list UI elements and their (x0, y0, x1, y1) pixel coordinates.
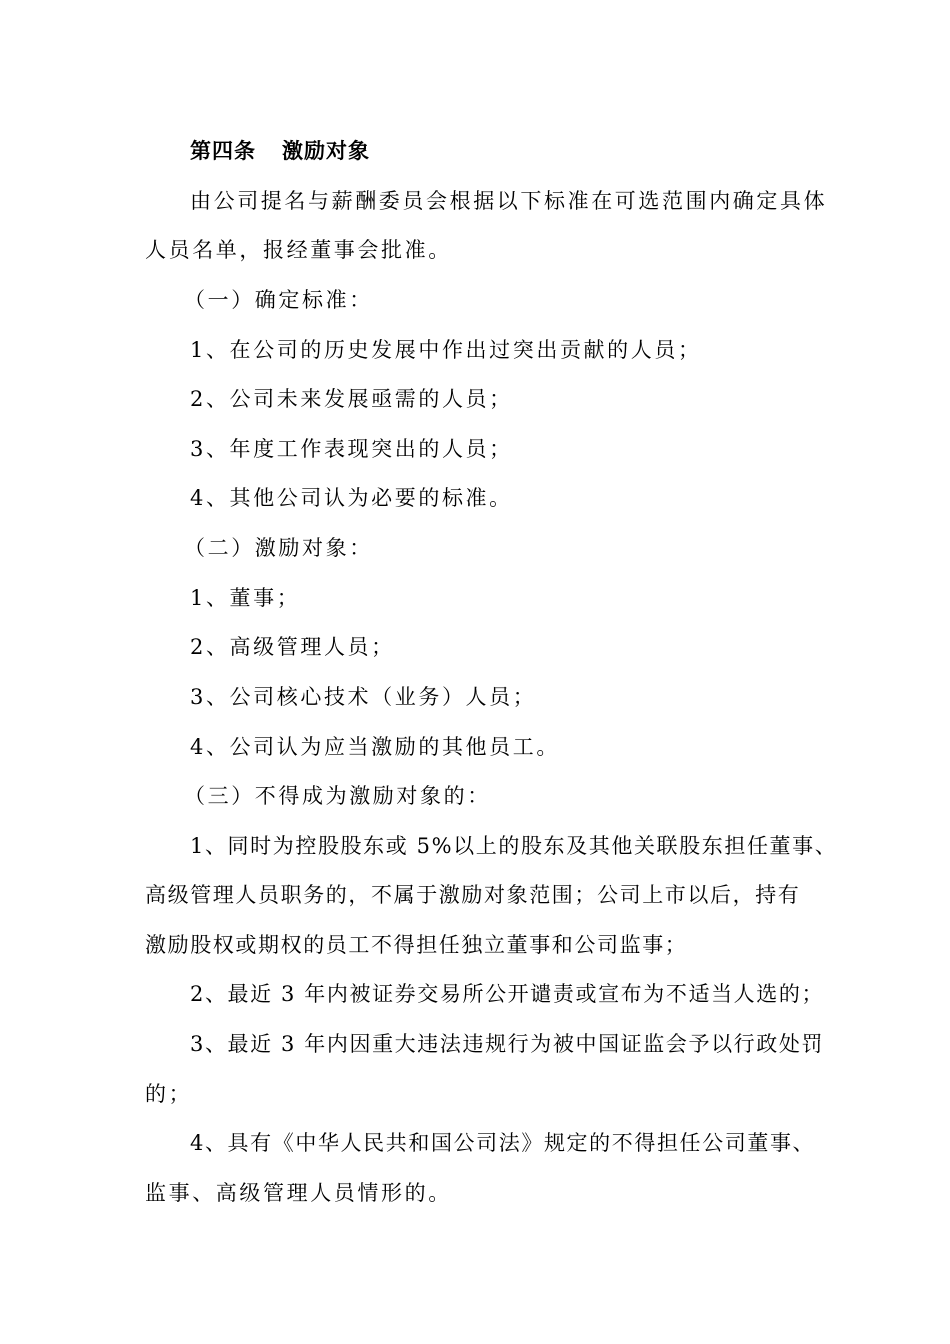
article-number: 第四条 (190, 138, 256, 163)
section-1-item-2: 2、公司未来发展亟需的人员； (190, 387, 513, 411)
section-2-item-1: 1、董事； (190, 586, 301, 610)
article-heading (190, 136, 370, 166)
section-3-item-3-line-2: 的； (145, 1082, 193, 1106)
section-3-item-1-line-3: 激励股权或期权的员工不得担任独立董事和公司监事； (145, 933, 688, 957)
section-3-item-4-line-1: 4、具有《中华人民共和国公司法》规定的不得担任公司董事、 (190, 1131, 816, 1155)
section-3-item-3-line-1: 3、最近 3 年内因重大违法违规行为被中国证监会予以行政处罚 (190, 1032, 825, 1056)
section-2-item-4: 4、公司认为应当激励的其他员工。 (190, 735, 560, 759)
intro-line-2: 人员名单，报经董事会批准。 (145, 238, 452, 262)
section-3-item-1-line-1: 1、同时为控股股东或 5%以上的股东及其他关联股东担任董事、 (190, 834, 838, 858)
section-3-item-1-line-2: 高级管理人员职务的，不属于激励对象范围；公司上市以后，持有 (145, 883, 801, 907)
section-2-item-2: 2、高级管理人员； (190, 635, 395, 659)
section-2-title: （二）激励对象： (184, 536, 373, 560)
section-3-item-4-line-2: 监事、高级管理人员情形的。 (145, 1181, 452, 1205)
article-title: 激励对象 (282, 138, 370, 163)
section-1-item-1: 1、在公司的历史发展中作出过突出贡献的人员； (190, 338, 702, 362)
section-3-item-2: 2、最近 3 年内被证券交易所公开谴责或宣布为不适当人选的； (190, 982, 825, 1006)
section-3-title: （三）不得成为激励对象的： (184, 784, 491, 808)
section-2-item-3: 3、公司核心技术（业务）人员； (190, 685, 537, 709)
intro-line-1: 由公司提名与薪酬委员会根据以下标准在可选范围内确定具体 (190, 189, 828, 213)
section-1-item-4: 4、其他公司认为必要的标准。 (190, 486, 513, 510)
section-1-item-3: 3、年度工作表现突出的人员； (190, 437, 513, 461)
section-1-title: （一）确定标准： (184, 288, 373, 312)
